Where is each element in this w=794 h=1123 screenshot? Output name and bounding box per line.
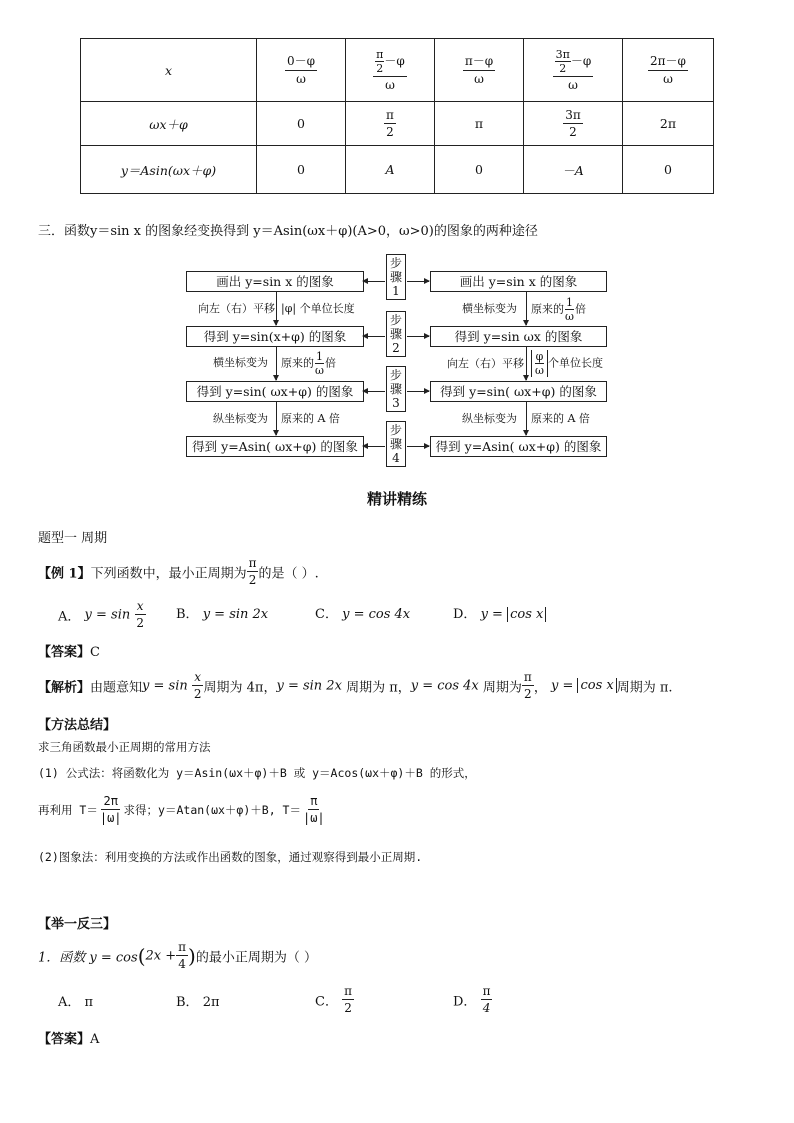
section-title: 精讲精练 bbox=[366, 490, 427, 508]
arrow-down bbox=[526, 347, 527, 380]
value-table bbox=[80, 38, 714, 194]
flow-right-box-4: 得到 y=Asin( ωx+φ) 的图象 bbox=[430, 436, 607, 457]
flow-right-note-3b: 原来的 A 倍 bbox=[531, 412, 590, 425]
table-cell: π bbox=[435, 102, 524, 146]
table-cell: 0 bbox=[257, 102, 346, 146]
flow-right-note-3a: 纵坐标变为 bbox=[462, 412, 517, 425]
example-1-option-c: C． y = cos 4x bbox=[315, 607, 411, 622]
table-cell: $\frac{2\pi-\varphi}{\omega}$ bbox=[623, 39, 714, 102]
step-label-4: 步 骤 4 bbox=[386, 421, 406, 467]
flow-right-note-2a: 向左（右）平移 bbox=[447, 357, 524, 370]
flow-left-note-1b: |φ| 个单位长度 bbox=[281, 302, 355, 315]
table-head-phase: ωx＋φ bbox=[81, 102, 257, 146]
example-1-question: 【例 1】下列函数中，最小正周期为 $\frac{\pi}{2}$ 的是（ ）. bbox=[38, 556, 319, 588]
step-label-2: 步 骤 2 bbox=[386, 311, 406, 357]
table-cell: 0 bbox=[257, 146, 346, 194]
arrow-down bbox=[276, 402, 277, 435]
table-head-y: y＝Asin(ωx＋φ) bbox=[81, 146, 257, 194]
flow-left-note-3b: 原来的 A 倍 bbox=[281, 412, 340, 425]
practice-option-d: D． $\frac{\pi}{4}$ bbox=[453, 984, 491, 1016]
arrow-left bbox=[363, 281, 385, 282]
practice-option-a: A． π bbox=[58, 995, 94, 1010]
practice-option-b: B． 2π bbox=[176, 995, 220, 1010]
method-title: 求三角函数最小正周期的常用方法 bbox=[38, 740, 211, 754]
table-cell: $\frac{3\pi}{2}$ －φ ω bbox=[524, 39, 623, 102]
table-cell: 2π bbox=[623, 102, 714, 146]
flow-right-box-3: 得到 y=sin( ωx+φ) 的图象 bbox=[430, 381, 607, 402]
method-line-1: (1) 公式法：将函数化为 y＝Asin(ωx＋φ)＋B 或 y＝Acos(ωx＋φ)＋B 的形式， bbox=[38, 766, 476, 780]
table-head-x: x bbox=[81, 39, 257, 102]
flow-left-box-4: 得到 y=Asin( ωx+φ) 的图象 bbox=[186, 436, 364, 457]
flow-left-box-3: 得到 y=sin( ωx+φ) 的图象 bbox=[186, 381, 364, 402]
example-1-option-b: B． y = sin 2x bbox=[176, 607, 269, 622]
analysis: 【解析】由题意知y = sin $\frac{x}{2}$ 周期为 4π，y = sin 2x 周期为 π，y = cos 4x 周期为 $\frac{\pi}{2}$ ， y = cos x 周期为 π. bbox=[38, 670, 673, 702]
arrow-left bbox=[363, 446, 385, 447]
example-1-option-d: D． y = cos x bbox=[453, 603, 546, 622]
flow-left-note-3a: 纵坐标变为 bbox=[213, 412, 268, 425]
table-cell: $\frac{3\pi}{2}$ bbox=[524, 102, 623, 146]
flow-left-note-2a: 横坐标变为 bbox=[213, 356, 268, 369]
step-label-1: 步 骤 1 bbox=[386, 254, 406, 300]
table-cell: A bbox=[346, 146, 435, 194]
method-label: 【方法总结】 bbox=[38, 718, 117, 733]
method-line-3: (2)图象法：利用变换的方法或作出函数的图象，通过观察得到最小正周期. bbox=[38, 850, 423, 864]
flow-right-note-2b: $\frac{\varphi}{\omega}$ 个单位长度 bbox=[531, 350, 603, 377]
arrow-left bbox=[363, 391, 385, 392]
flow-right-box-1: 画出 y=sin x 的图象 bbox=[430, 271, 607, 292]
step-label-3: 步 骤 3 bbox=[386, 366, 406, 412]
section3-heading: 三．函数y＝sin x 的图象经变换得到 y＝Asin(ωx＋φ)(A>0，ω>0)的图象的两种途径 bbox=[38, 224, 538, 239]
table-cell: $\frac{\pi}{2}$ bbox=[346, 102, 435, 146]
topic-heading: 题型一 周期 bbox=[38, 531, 108, 546]
arrow-right bbox=[407, 281, 429, 282]
answer-1: 【答案】C bbox=[38, 645, 100, 660]
arrow-right bbox=[407, 391, 429, 392]
practice-option-c: C． $\frac{\pi}{2}$ bbox=[315, 984, 352, 1016]
table-cell: $\frac{0-\varphi}{\omega}$ bbox=[257, 39, 346, 102]
table-cell: $\frac{\pi-\varphi}{\omega}$ bbox=[435, 39, 524, 102]
arrow-down bbox=[276, 347, 277, 380]
flow-left-note-2b: 原来的 $\frac{1}{\omega}$ 倍 bbox=[281, 350, 336, 378]
flow-left-box-2: 得到 y=sin(x+φ) 的图象 bbox=[186, 326, 364, 347]
arrow-down bbox=[526, 402, 527, 435]
flow-left-note-1a: 向左（右）平移 bbox=[198, 302, 275, 315]
method-line-2: 再利用 T＝ $\frac{2\pi}{|\omega|}$ 求得；y＝Atan(ωx＋φ)＋B, T＝ $\frac{\pi}{|\omega|}$ bbox=[38, 794, 325, 826]
arrow-right bbox=[407, 446, 429, 447]
practice-label: 【举一反三】 bbox=[38, 917, 117, 932]
arrow-left bbox=[363, 336, 385, 337]
table-cell: $\frac{\pi}{2}$ －φ ω bbox=[346, 39, 435, 102]
example-1-option-a: A． y = sin $\frac{x}{2}$ bbox=[58, 599, 145, 631]
practice-question-1: 1．函数 y = cos(2x + $\frac{\pi}{4}$ )的最小正周期为（ ） bbox=[38, 940, 317, 972]
flow-right-box-2: 得到 y=sin ωx 的图象 bbox=[430, 326, 607, 347]
flow-right-note-1b: 原来的 $\frac{1}{\omega}$ 倍 bbox=[531, 296, 586, 324]
table-cell: －A bbox=[524, 146, 623, 194]
table-cell: 0 bbox=[623, 146, 714, 194]
table-cell: 0 bbox=[435, 146, 524, 194]
flow-left-box-1: 画出 y=sin x 的图象 bbox=[186, 271, 364, 292]
arrow-right bbox=[407, 336, 429, 337]
arrow-down bbox=[276, 292, 277, 325]
flow-right-note-1a: 横坐标变为 bbox=[462, 302, 517, 315]
arrow-down bbox=[526, 292, 527, 325]
answer-2: 【答案】A bbox=[38, 1032, 100, 1047]
